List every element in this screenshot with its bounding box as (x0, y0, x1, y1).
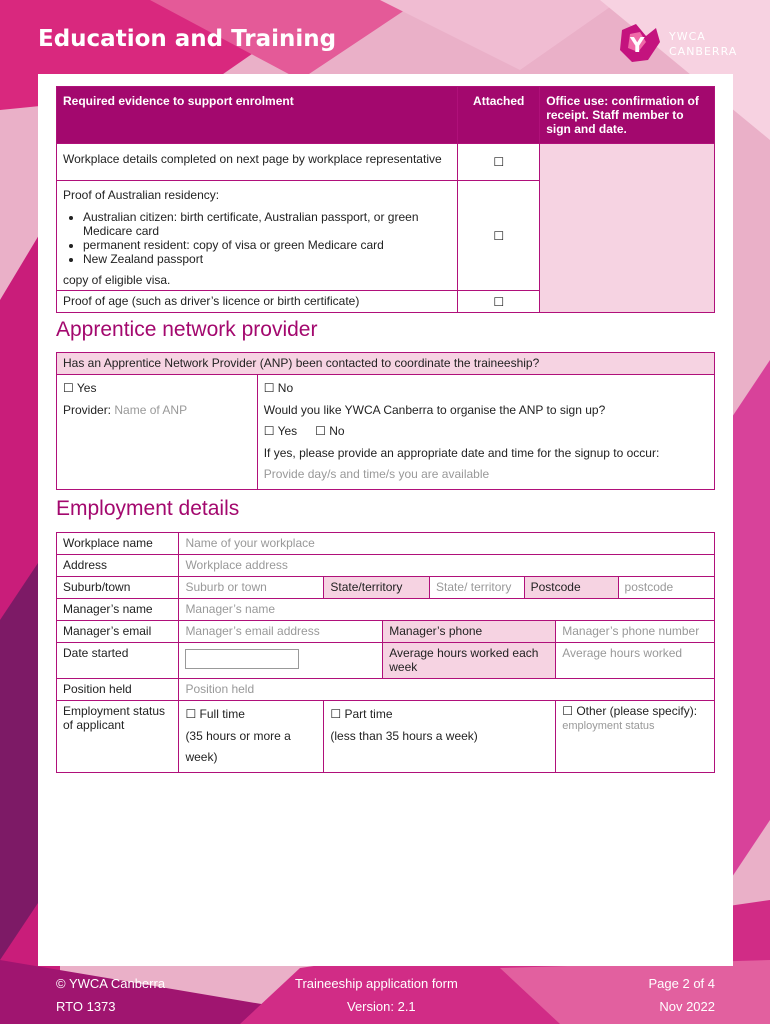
ywca-logo (616, 22, 736, 66)
employment-table (56, 532, 715, 773)
date-started-label: Date started (57, 643, 179, 679)
postcode-input[interactable]: postcode (618, 577, 714, 599)
workplace-details-checkbox[interactable]: ☐ (458, 144, 540, 181)
other-input[interactable]: employment status (562, 720, 655, 732)
residency-item: • permanent resident: copy of visa or green Medicare card (83, 238, 451, 252)
evidence-table (56, 86, 715, 313)
suburb-input[interactable]: Suburb or town (179, 577, 324, 599)
page-header-title: Education and Training (38, 26, 337, 52)
proof-of-age-checkbox[interactable]: ☐ (458, 291, 540, 313)
workplace-name-input[interactable]: Name of your workplace (179, 533, 715, 555)
evidence-proof-of-age: Proof of age (such as driver’s licence or birth certificate) (57, 291, 458, 313)
provider-label: Provider: (63, 402, 112, 417)
part-time-note: (less than 35 hours a week) (330, 728, 478, 743)
anp-yes-checkbox[interactable]: ☐ Yes (63, 381, 97, 395)
attached-header: Attached (458, 87, 540, 144)
footer-copyright: © YWCA Canberra (56, 976, 166, 991)
logo-text-ywca: YWCA (669, 30, 706, 43)
anp-heading: Apprentice network provider (56, 318, 318, 341)
state-label: State/territory (324, 577, 430, 599)
provider-input[interactable]: Name of ANP (114, 402, 188, 417)
signup-date-question: If yes, please provide an appropriate date and time for the signup to occur: (263, 445, 660, 460)
employment-status-label: Employment status of applicant (57, 701, 179, 773)
manager-phone-label: Manager’s phone (383, 621, 556, 643)
office-use-cell (540, 144, 715, 313)
organise-no-checkbox[interactable]: ☐ No (315, 424, 345, 438)
full-time-checkbox[interactable]: ☐ Full time (185, 707, 245, 721)
residency-intro: Proof of Australian residency: (63, 188, 220, 202)
footer-page-number: Page 2 of 4 (648, 976, 715, 991)
residency-outro: copy of eligible visa. (63, 273, 171, 287)
footer-date: Nov 2022 (659, 999, 715, 1014)
address-input[interactable]: Workplace address (179, 555, 715, 577)
avg-hours-label: Average hours worked each week (383, 643, 556, 679)
footer-version: Version: 2.1 (347, 999, 416, 1014)
anp-no-checkbox[interactable]: ☐ No (263, 381, 294, 395)
organise-question: Would you like YWCA Canberra to organise the ANP to sign up? (263, 402, 606, 417)
part-time-checkbox[interactable]: ☐ Part time (330, 707, 393, 721)
evidence-header: Required evidence to support enrolment (57, 87, 458, 144)
residency-list (83, 210, 451, 266)
footer-form-name: Traineeship application form (295, 976, 458, 991)
manager-phone-input[interactable]: Manager’s phone number (556, 621, 715, 643)
manager-email-input[interactable]: Manager’s email address (179, 621, 383, 643)
manager-name-input[interactable]: Manager’s name (179, 599, 715, 621)
evidence-workplace-details: Workplace details completed on next page by workplace representative (57, 144, 458, 181)
manager-name-label: Manager’s name (57, 599, 179, 621)
position-input[interactable]: Position held (179, 679, 715, 701)
anp-table (56, 352, 715, 490)
date-started-input[interactable] (185, 649, 299, 669)
footer-rto: RTO 1373 (56, 999, 116, 1014)
residency-item: • New Zealand passport (83, 252, 451, 266)
suburb-label: Suburb/town (57, 577, 179, 599)
avg-hours-input[interactable]: Average hours worked (556, 643, 715, 679)
workplace-name-label: Workplace name (57, 533, 179, 555)
postcode-label: Postcode (524, 577, 618, 599)
manager-email-label: Manager’s email (57, 621, 179, 643)
employment-heading: Employment details (56, 497, 240, 520)
logo-text-canberra: CANBERRA (669, 45, 738, 58)
residency-item: • Australian citizen: birth certificate, Australian passport, or green Medicare card (83, 210, 451, 238)
state-input[interactable]: State/ territory (430, 577, 525, 599)
ywca-logo-mark (616, 22, 662, 64)
page-footer (38, 968, 733, 1024)
office-use-header: Office use: confirmation of receipt. Staff member to sign and date. (540, 87, 715, 144)
anp-question: Has an Apprentice Network Provider (ANP) been contacted to coordinate the traineeship? (57, 353, 715, 375)
organise-yes-checkbox[interactable]: ☐ Yes (263, 424, 298, 438)
residency-checkbox[interactable]: ☐ (458, 181, 540, 291)
evidence-residency (57, 181, 458, 291)
svg-text:Y: Y (630, 33, 645, 57)
full-time-note: (35 hours or more a week) (185, 728, 291, 764)
other-checkbox[interactable]: ☐ Other (please specify): (562, 704, 698, 718)
address-label: Address (57, 555, 179, 577)
position-label: Position held (57, 679, 179, 701)
signup-date-input[interactable]: Provide day/s and time/s you are available (263, 467, 490, 481)
